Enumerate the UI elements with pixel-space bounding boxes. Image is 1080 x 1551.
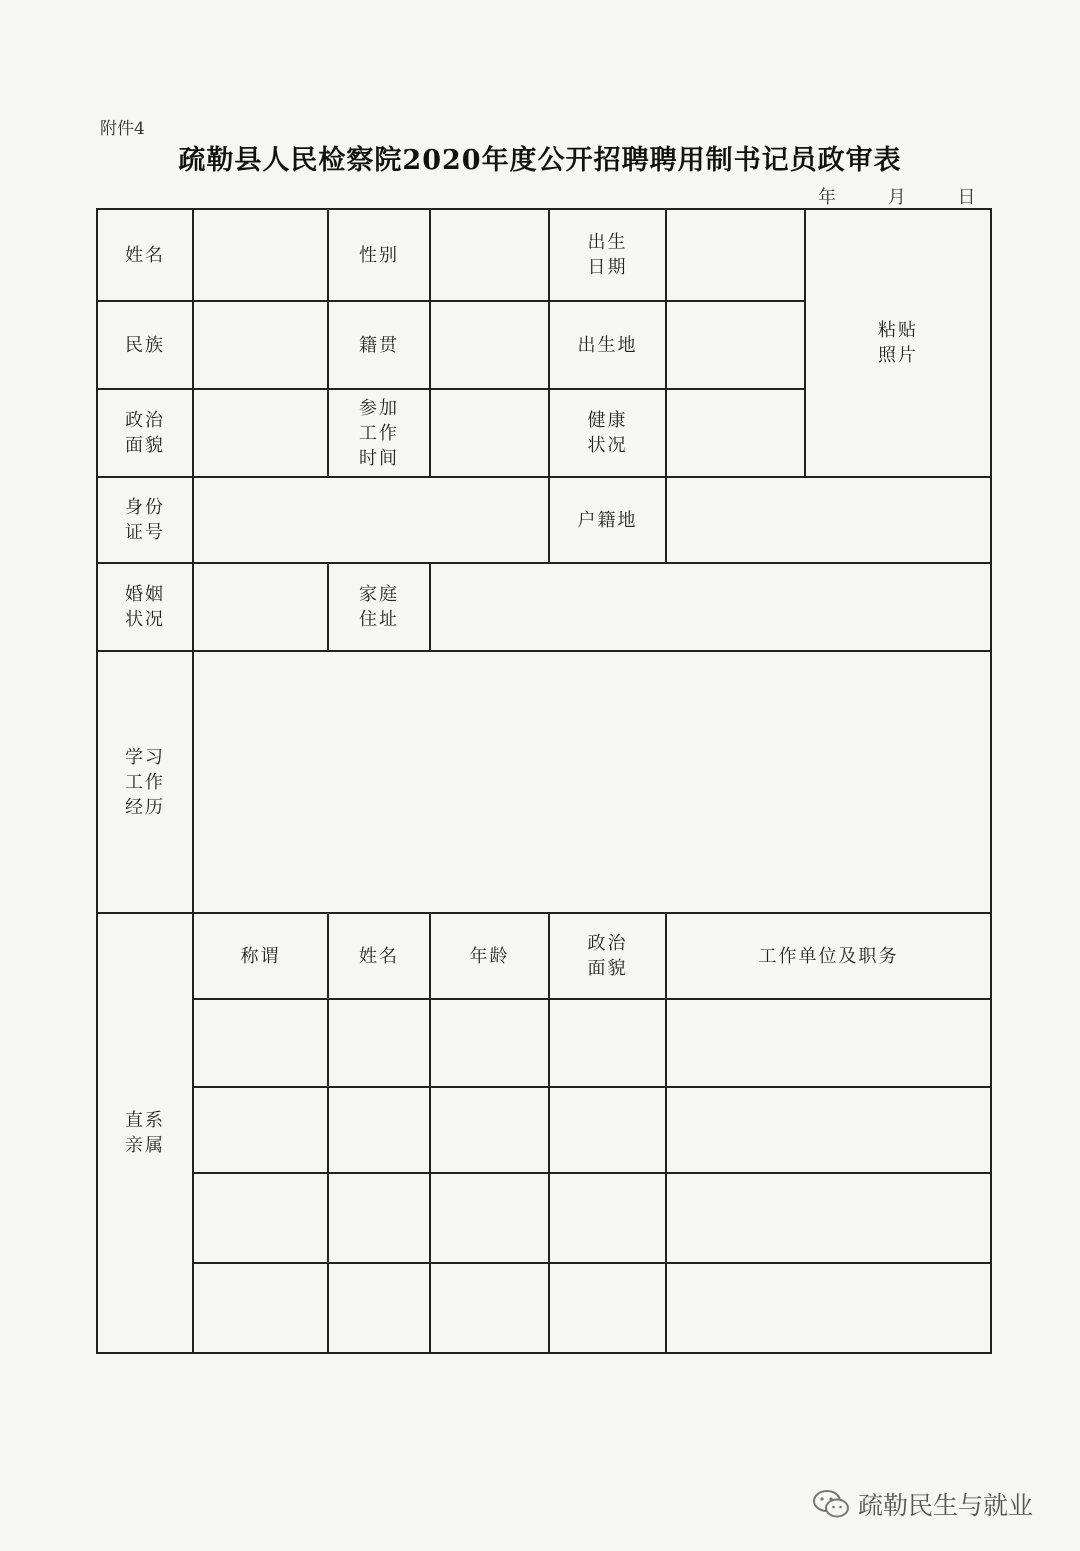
watermark-text: 疏勒民生与就业 bbox=[858, 1491, 1034, 1520]
relative-cell[interactable] bbox=[193, 999, 328, 1087]
table-row bbox=[97, 1173, 991, 1263]
id-number-label: 身份 证号 bbox=[97, 477, 193, 563]
history-field[interactable] bbox=[193, 651, 991, 913]
health-label: 健康 状况 bbox=[549, 389, 666, 477]
relatives-label: 直系 亲属 bbox=[97, 913, 193, 1353]
relative-cell[interactable] bbox=[328, 1173, 430, 1263]
name-field[interactable] bbox=[193, 209, 328, 301]
gender-field[interactable] bbox=[430, 209, 549, 301]
date-day: 日 bbox=[957, 187, 976, 208]
birth-date-label: 出生 日期 bbox=[549, 209, 666, 301]
date-month: 月 bbox=[887, 187, 906, 208]
birth-date-field[interactable] bbox=[666, 209, 805, 301]
household-reg-label: 户籍地 bbox=[549, 477, 666, 563]
relative-cell[interactable] bbox=[430, 1263, 549, 1353]
birthplace-field[interactable] bbox=[666, 301, 805, 389]
relative-cell[interactable] bbox=[549, 1173, 666, 1263]
relative-cell[interactable] bbox=[193, 1087, 328, 1173]
relative-cell[interactable] bbox=[430, 1087, 549, 1173]
watermark bbox=[812, 1486, 1033, 1522]
health-field[interactable] bbox=[666, 389, 805, 477]
relative-cell[interactable] bbox=[430, 999, 549, 1087]
history-label: 学习 工作 经历 bbox=[97, 651, 193, 913]
relative-cell[interactable] bbox=[328, 1263, 430, 1353]
relative-cell[interactable] bbox=[328, 1087, 430, 1173]
relative-cell[interactable] bbox=[549, 999, 666, 1087]
relative-cell[interactable] bbox=[549, 1087, 666, 1173]
home-address-label: 家庭 住址 bbox=[328, 563, 430, 651]
political-status-field[interactable] bbox=[193, 389, 328, 477]
relative-cell[interactable] bbox=[328, 999, 430, 1087]
work-start-field[interactable] bbox=[430, 389, 549, 477]
relatives-header-political: 政治 面貌 bbox=[549, 913, 666, 999]
relative-cell[interactable] bbox=[666, 999, 991, 1087]
marital-status-label: 婚姻 状况 bbox=[97, 563, 193, 651]
vetting-form bbox=[96, 208, 992, 1354]
table-row bbox=[97, 1087, 991, 1173]
attachment-label: 附件4 bbox=[100, 119, 145, 139]
ethnicity-field[interactable] bbox=[193, 301, 328, 389]
relative-cell[interactable] bbox=[666, 1173, 991, 1263]
relative-cell[interactable] bbox=[549, 1263, 666, 1353]
home-address-field[interactable] bbox=[430, 563, 991, 651]
name-label: 姓名 bbox=[97, 209, 193, 301]
relatives-header-employer: 工作单位及职务 bbox=[666, 913, 991, 999]
ethnicity-label: 民族 bbox=[97, 301, 193, 389]
photo-box[interactable]: 粘贴 照片 bbox=[805, 209, 991, 477]
relatives-header-name: 姓名 bbox=[328, 913, 430, 999]
id-number-field[interactable] bbox=[193, 477, 549, 563]
date-year: 年 bbox=[818, 187, 836, 208]
native-place-label: 籍贯 bbox=[328, 301, 430, 389]
page-title: 疏勒县人民检察院2020年度公开招聘聘用制书记员政审表 bbox=[178, 145, 902, 176]
wechat-icon bbox=[812, 1489, 850, 1519]
date-line bbox=[818, 183, 975, 209]
gender-label: 性别 bbox=[328, 209, 430, 301]
table-row bbox=[97, 999, 991, 1087]
relative-cell[interactable] bbox=[666, 1263, 991, 1353]
relative-cell[interactable] bbox=[430, 1173, 549, 1263]
relative-cell[interactable] bbox=[193, 1263, 328, 1353]
native-place-field[interactable] bbox=[430, 301, 549, 389]
relatives-header-relation: 称谓 bbox=[193, 913, 328, 999]
relative-cell[interactable] bbox=[666, 1087, 991, 1173]
marital-status-field[interactable] bbox=[193, 563, 328, 651]
work-start-label: 参加 工作 时间 bbox=[328, 389, 430, 477]
relative-cell[interactable] bbox=[193, 1173, 328, 1263]
table-row bbox=[97, 1263, 991, 1353]
political-status-label: 政治 面貌 bbox=[97, 389, 193, 477]
household-reg-field[interactable] bbox=[666, 477, 991, 563]
relatives-header-age: 年龄 bbox=[430, 913, 549, 999]
birthplace-label: 出生地 bbox=[549, 301, 666, 389]
